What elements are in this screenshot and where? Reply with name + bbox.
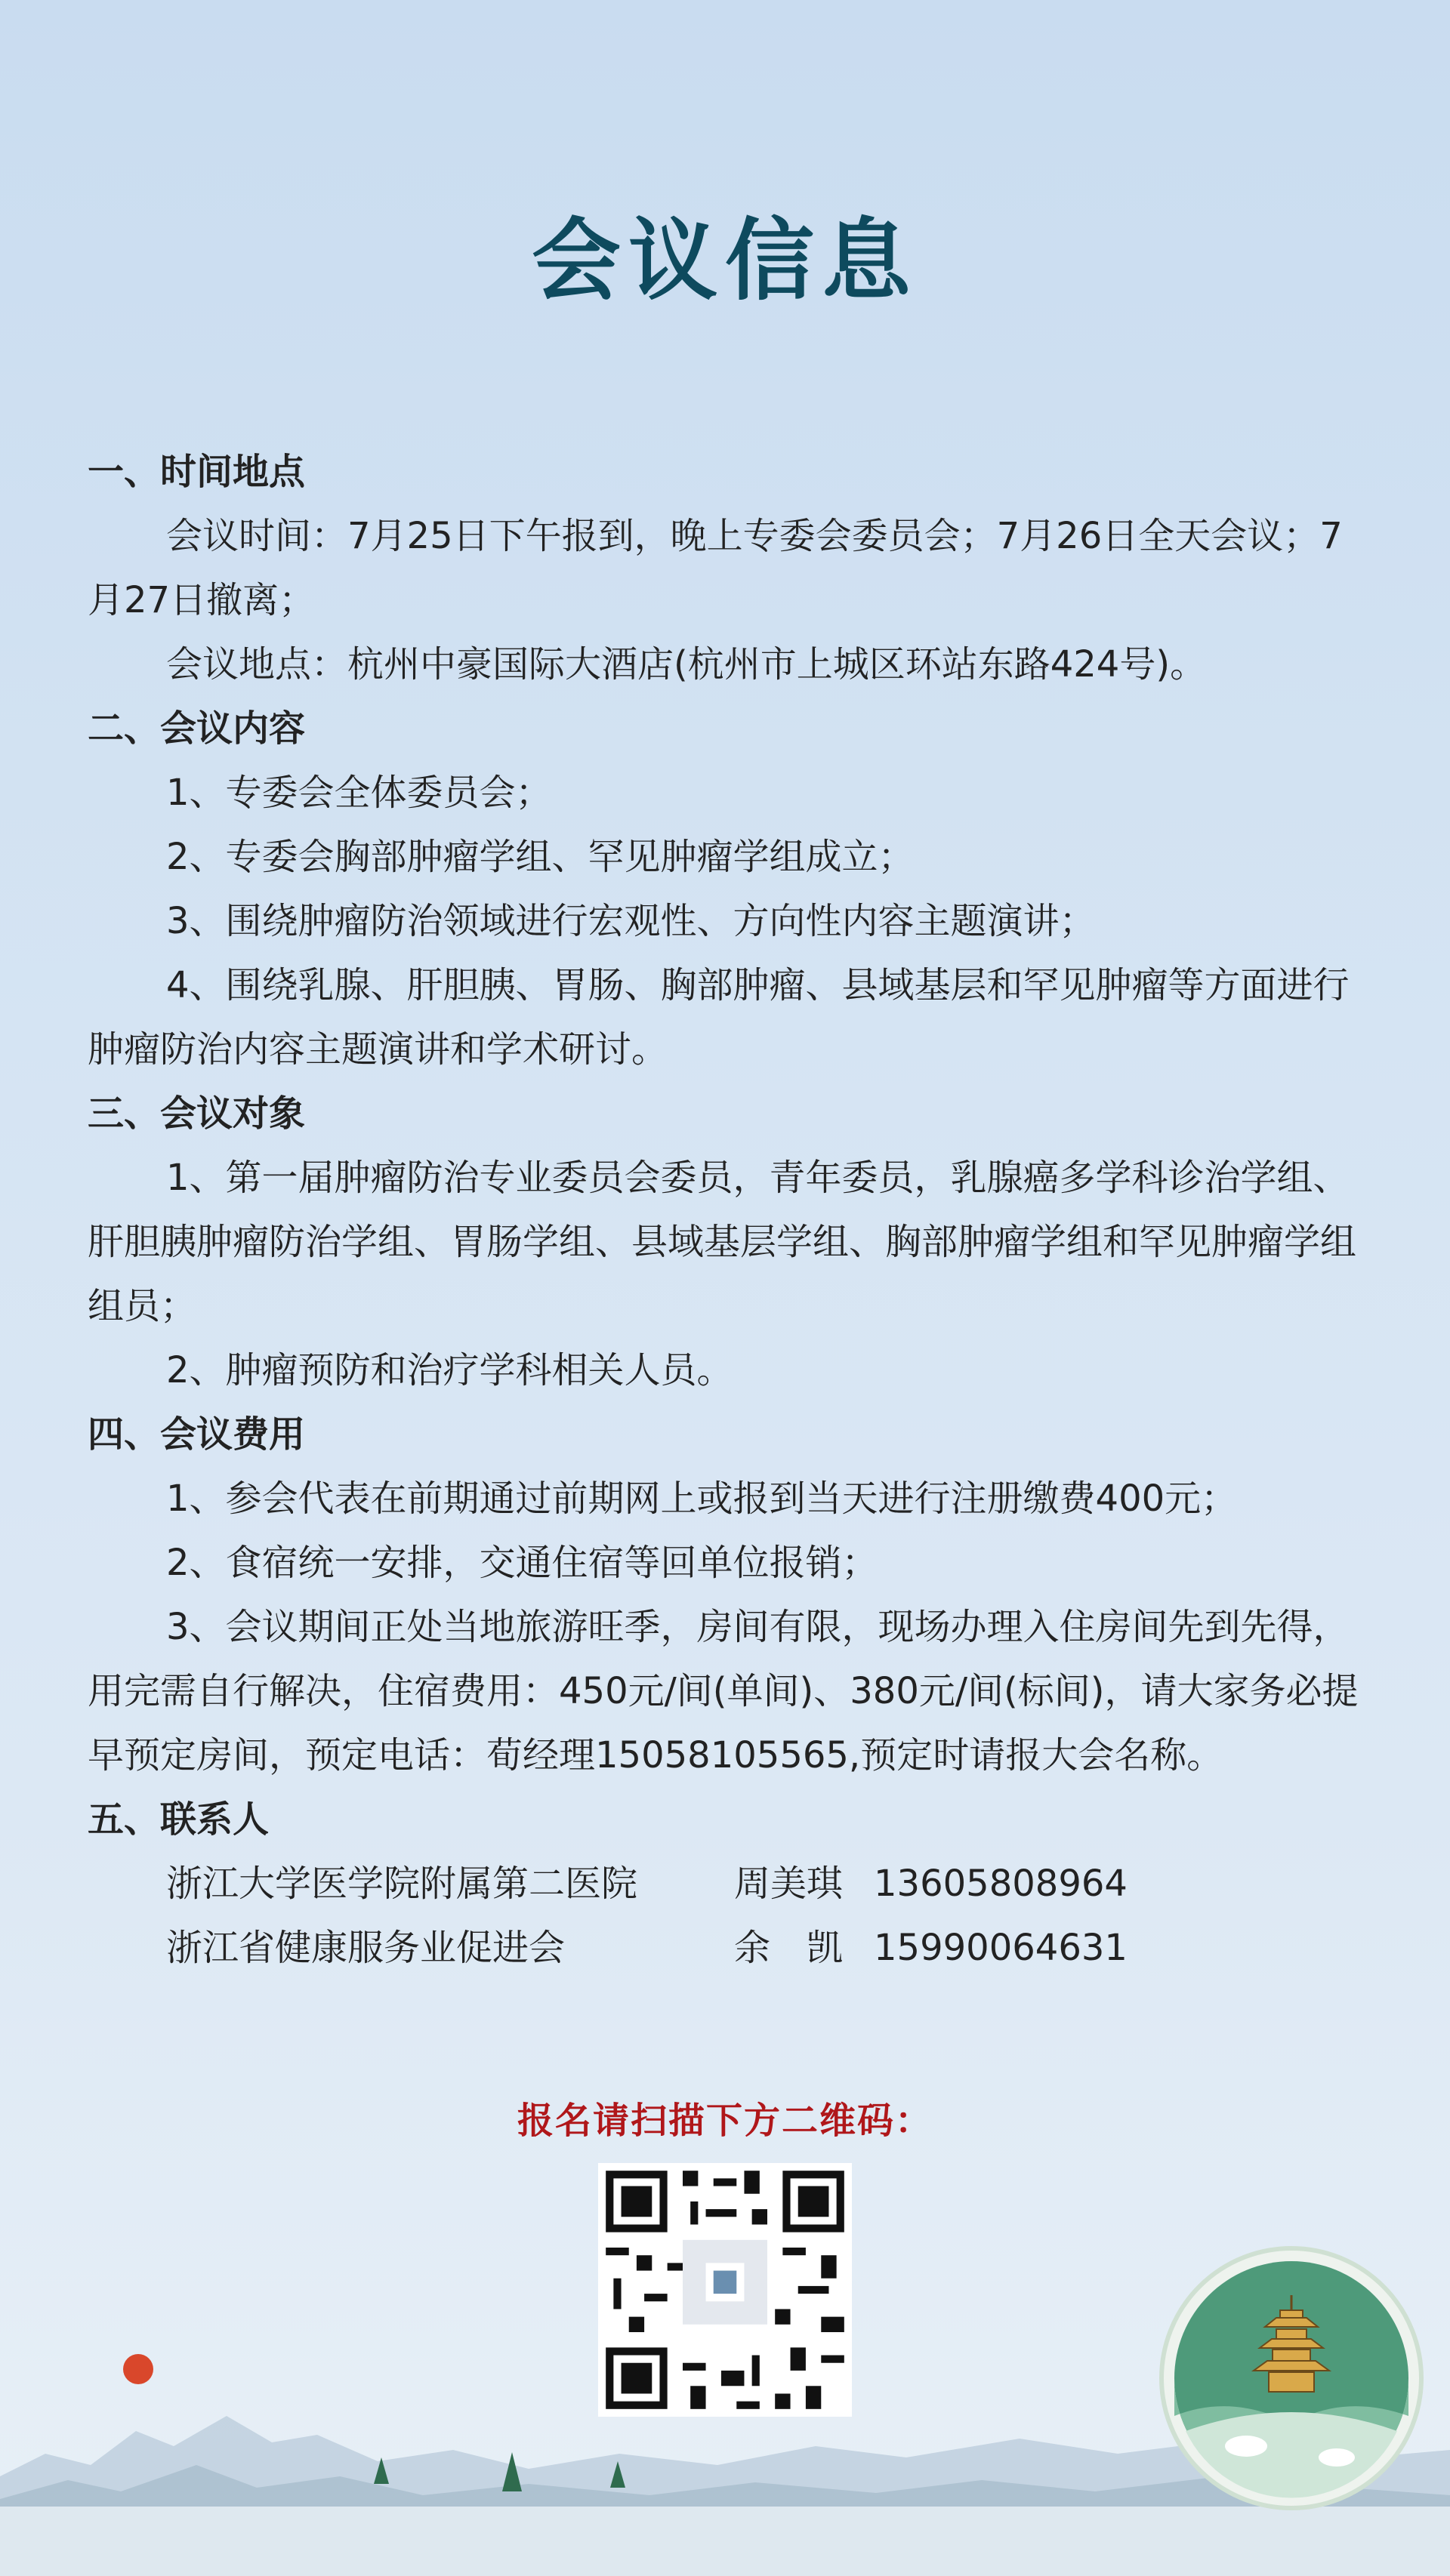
section-content	[88, 697, 1364, 1082]
contact-phone: 15990064631	[874, 1927, 1128, 1969]
paragraph: 1、第一届肿瘤防治专业委员会委员，青年委员，乳腺癌多学科诊治学组、肝胆胰肿瘤防治学组、胃肠学组、县域基层学组、胸部肿瘤学组和罕见肿瘤学组组员；	[88, 1157, 1357, 1327]
meeting-info-body	[88, 440, 1364, 1980]
section-heading: 三、会议对象	[88, 1092, 306, 1135]
contact-org: 浙江省健康服务业促进会	[166, 1927, 566, 1969]
contact-org: 浙江大学医学院附属第二医院	[166, 1863, 638, 1905]
paragraph: 2、食宿统一安排，交通住宿等回单位报销；	[166, 1542, 878, 1584]
paragraph: 1、参会代表在前期通过前期网上或报到当天进行注册缴费400元；	[166, 1478, 1238, 1520]
paragraph: 2、肿瘤预防和治疗学科相关人员。	[166, 1349, 733, 1391]
contact-row	[88, 1916, 1364, 1980]
paragraph: 2、专委会胸部肿瘤学组、罕见肿瘤学组成立；	[166, 836, 915, 878]
contact-phone: 13605808964	[874, 1863, 1128, 1905]
contact-name: 余 凯	[734, 1927, 844, 1969]
section-attendees	[88, 1082, 1364, 1403]
paragraph: 4、围绕乳腺、肝胆胰、胃肠、胸部肿瘤、县域基层和罕见肿瘤等方面进行肿瘤防治内容主题演讲和学术研讨。	[88, 964, 1350, 1071]
section-time-place	[88, 440, 1364, 697]
paragraph: 3、围绕肿瘤防治领域进行宏观性、方向性内容主题演讲；	[166, 900, 1096, 942]
paragraph: 1、专委会全体委员会；	[166, 772, 552, 814]
contact-name: 周美琪	[734, 1863, 844, 1905]
page-title: 会议信息	[531, 208, 918, 313]
qr-code-icon[interactable]	[598, 2163, 852, 2417]
paragraph: 会议时间：7月25日下午报到，晚上专委会委员会；7月26日全天会议；7月27日撤离；	[88, 515, 1343, 621]
contact-row	[88, 1852, 1364, 1916]
section-heading: 四、会议费用	[88, 1413, 306, 1456]
section-heading: 一、时间地点	[88, 451, 306, 493]
section-heading: 二、会议内容	[88, 707, 306, 750]
pagoda-medallion-icon	[1155, 2242, 1427, 2514]
qr-label: 报名请扫描下方二维码：	[517, 2100, 933, 2142]
section-fees	[88, 1403, 1364, 1788]
section-contacts	[88, 1788, 1364, 1980]
paragraph: 会议地点：杭州中豪国际大酒店(杭州市上城区环站东路424号)。	[166, 643, 1207, 686]
section-heading: 五、联系人	[88, 1798, 270, 1841]
paragraph: 3、会议期间正处当地旅游旺季，房间有限，现场办理入住房间先到先得，用完需自行解决，住宿费用：450元/间(单间)、380元/间(标间)，请大家务必提早预定房间，预定电话：荀经理15058105565,预定时请报大会名称。	[88, 1606, 1359, 1776]
